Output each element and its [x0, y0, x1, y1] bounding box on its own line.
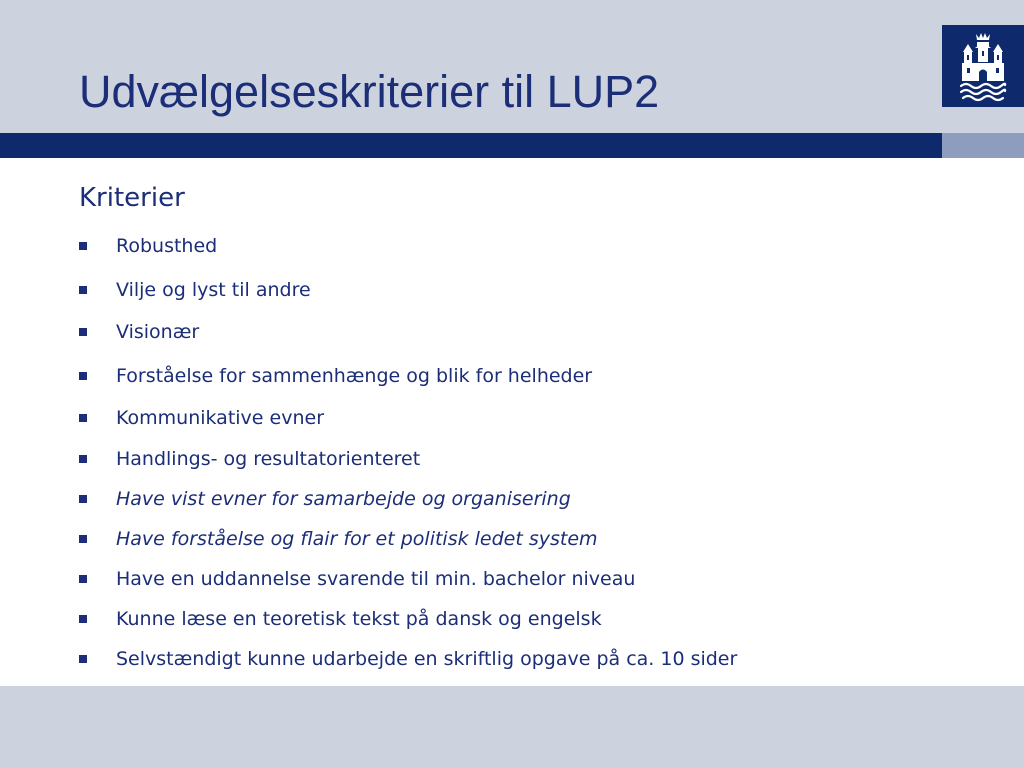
bullet-icon	[79, 286, 87, 294]
header-band	[0, 133, 942, 158]
list-item-text: Selvstændigt kunne udarbejde en skriftlig opgave på ca. 10 sider	[116, 648, 738, 670]
bullet-icon	[79, 242, 87, 250]
bullet-icon	[79, 455, 87, 463]
list-item-text: Have en uddannelse svarende til min. bachelor niveau	[116, 568, 636, 590]
city-logo	[942, 25, 1024, 107]
bullet-icon	[79, 535, 87, 543]
list-item-text: Forståelse for sammenhænge og blik for helheder	[116, 365, 593, 387]
list-item-text: Robusthed	[116, 235, 218, 257]
slide-footer	[0, 686, 1024, 768]
section-heading: Kriterier	[79, 183, 185, 213]
header-band-accent	[942, 133, 1024, 158]
bullet-icon	[79, 414, 87, 422]
bullet-icon	[79, 615, 87, 623]
bullet-icon	[79, 655, 87, 663]
bullet-icon	[79, 372, 87, 380]
bullet-icon	[79, 495, 87, 503]
list-item-text: Visionær	[116, 321, 200, 343]
list-item-text: Kommunikative evner	[116, 407, 325, 429]
list-item-text: Vilje og lyst til andre	[116, 279, 311, 301]
bullet-icon	[79, 328, 87, 336]
list-item-text: Handlings- og resultatorienteret	[116, 448, 421, 470]
copenhagen-coat-of-arms-icon	[942, 25, 1024, 107]
bullet-icon	[79, 575, 87, 583]
slide-title: Udvælgelseskriterier til LUP2	[79, 66, 660, 117]
list-item-text: Kunne læse en teoretisk tekst på dansk og engelsk	[116, 608, 602, 630]
list-item-text: Have forståelse og flair for et politisk ledet system	[116, 528, 598, 550]
list-item-text: Have vist evner for samarbejde og organisering	[116, 488, 571, 510]
